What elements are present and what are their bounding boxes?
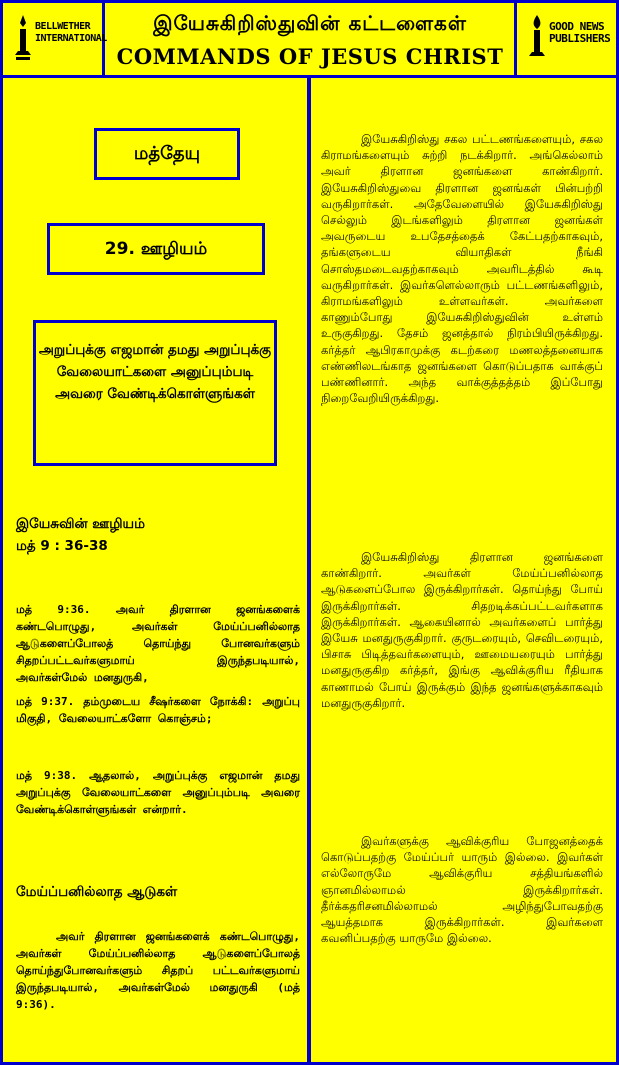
title-block xyxy=(109,3,511,75)
torch-icon xyxy=(527,15,547,63)
left-column xyxy=(3,81,307,1062)
header xyxy=(0,0,619,78)
topic-title-box: 29. ஊழியம் xyxy=(47,223,265,275)
command-box: அறுப்புக்கு எஜமான் தமது அறுப்புக்கு வேலையாட்களை அனுப்பும்படி அவரை வேண்டிக்கொள்ளுங்கள் xyxy=(33,320,277,466)
verse-38: மத் 9:38. ஆதலால், அறுப்புக்கு எஜமான் தமது அறுப்புக்கு வேலையாட்களை அனுப்பும்படி அவரை வேண்டிக்கொள்ளுங்கள் என்றார். xyxy=(16,769,300,816)
page-title-tamil: இயேசுகிறிஸ்துவின் கட்டளைகள் xyxy=(153,11,467,35)
verse-37: மத் 9:37. தம்முடைய சீஷர்களை நோக்கி: அறுப்பு மிகுதி, வேலையாட்களோ கொஞ்சம்; xyxy=(16,695,300,725)
bellwether-logo-text: BELLWETHER INTERNATIONAL xyxy=(35,21,107,44)
page-title-english: COMMANDS OF JESUS CHRIST xyxy=(116,44,504,69)
candle-icon xyxy=(13,15,33,63)
sheep-paragraph: அவர் திரளான ஜனங்களைக் கண்டபொழுது, அவர்கள் மேய்ப்பனில்லாத ஆடுகளைப்போலத் தொய்ந்துபோனவர்களும் சிதறப் பட்டவர்களுமாய் இருந்தபடியால், அவர்கள்மேல் மனதுருகி (மத் 9:36). xyxy=(16,930,300,1011)
commentary-paragraph-2: இயேசுகிறிஸ்து திரளான ஜனங்களை காண்கிறார். அவர்கள் மேய்ப்பனில்லாத ஆடுகளைப்போல இருக்கிறார்கள். தொய்ந்து போய் இருக்கிறார்கள். சிதறடிக்கப்பட்டவர்களாக இருக்கிறார்கள். ஆகையினால் அவர்களைப் பார்த்து இயேசு மனதுருகுகிறார். குருடரையும், செவிடரையும், பிசாசு பிடித்தவர்களையும், ஊமையரையும் பார்த்து மனதுருகுகிற கர்த்தர், இங்கு ஆவிக்குரிய ரீதியாக காணாமல் போய் இருக்கும் இந்த ஜனங்களுக்காகவும் மனதுருகுகிறார். xyxy=(321,550,603,710)
section-title-ministry: இயேசுவின் ஊழியம் xyxy=(16,516,145,532)
section-reference: மத் 9 : 36-38 xyxy=(16,538,108,554)
commentary-paragraph-1: இயேசுகிறிஸ்து சகல பட்டணங்களையும், சகல கிராமங்களையும் சுற்றி நடக்கிறார். அங்கெல்லாம் அவர் திரளான ஜனங்களை காண்கிறார். இயேசுகிறிஸ்துவை திரளான ஜனங்கள் பின்பற்றி வருகிறார்கள். அதேவேளையில் இயேசுகிறிஸ்து செல்லும் இடங்களிலும் திரளான ஜனங்கள் அவருடைய உபதேசத்தைக் கேட்பதற்காகவும், தங்களுடைய வியாதிகள் நீங்கி சொஸ்தமடைவதற்காகவும் அவரிடத்தில் கூடி வருகிறார்கள். இவர்களெல்லாரும் பட்டணங்களிலும், கிராமங்களிலும் உள்ளவர்கள். அவர்களை காணும்போது இயேசுகிறிஸ்துவின் உள்ளம் உருகுகிறது. தேசம் ஜனத்தால் நிரம்பியிருக்கிறது. கர்த்தர் ஆபிரகாமுக்கு கடற்கரை மணலத்தனையாக எண்ணிலடங்காத ஜனங்களை கொடுப்பதாக வாக்குப் பண்ணினார். அந்த வாக்குத்தத்தம் இப்போது நிறைவேறியிருக்கிறது. xyxy=(321,132,603,406)
verse-36: மத் 9:36. அவர் திரளான ஜனங்களைக் கண்டபொழுது, அவர்கள் மேய்ப்பனில்லாத ஆடுகளைப்போலத் தொய்ந்து போனவர்களும் சிதறப்பட்டவர்களுமாய் இருந்தபடியால், அவர்கள்மேல் மனதுருகி, xyxy=(16,603,300,684)
commentary-paragraph-3: இவர்களுக்கு ஆவிக்குரிய போஜனத்தைக் கொடுப்பதற்கு மேய்ப்பர் யாரும் இல்லை. இவர்கள் எல்லோருமே ஆவிக்குரிய சத்தியங்களில் ஞானமில்லாமல் இருக்கிறார்கள். தீர்க்கதரிசனமில்லாமல் அழிந்துபோவதற்கு ஆயத்தமாக இருக்கிறார்கள். இவர்களை கவனிப்பதற்கு யாருமே இல்லை. xyxy=(321,834,603,946)
right-column xyxy=(311,81,616,1062)
good-news-logo-text: GOOD NEWS PUBLISHERS xyxy=(549,20,611,45)
good-news-logo xyxy=(514,3,616,75)
section-title-sheep: மேய்ப்பனில்லாத ஆடுகள் xyxy=(16,884,178,900)
book-title-box: மத்தேயு xyxy=(94,128,240,180)
bellwether-logo xyxy=(3,3,105,75)
